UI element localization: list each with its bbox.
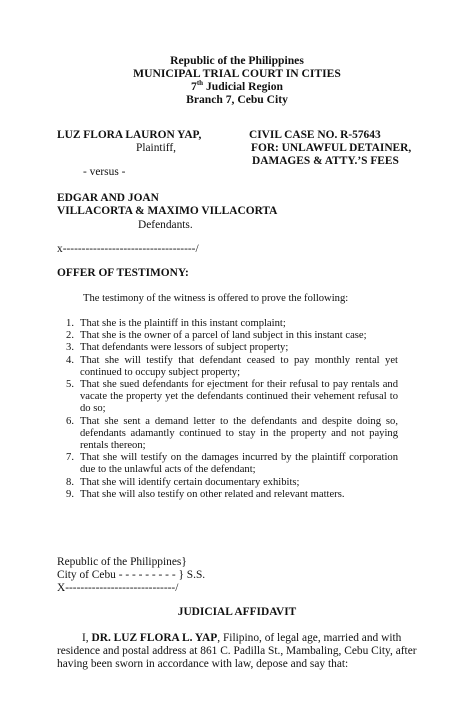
list-item: 2. That she is the owner of a parcel of land subject in this instant case; xyxy=(66,330,367,342)
header-region: 7th Judicial Region xyxy=(191,79,283,93)
offer-intro: The testimony of the witness is offered to prove the following: xyxy=(83,293,349,304)
header-branch: Branch 7, Cebu City xyxy=(186,93,288,106)
list-item: 8. That she will identify certain documentary exhibits; xyxy=(66,476,300,488)
venue-city: City of Cebu - - - - - - - - - } S.S. xyxy=(57,569,206,581)
venue-divider: X-----------------------------/ xyxy=(57,582,179,594)
defendants-line-1: EDGAR AND JOAN xyxy=(57,192,159,204)
venue-republic: Republic of the Philippines} xyxy=(57,556,187,568)
affidavit-line-1: I, DR. LUZ FLORA L. YAP, Filipino, of legal age, married and with xyxy=(82,632,402,644)
list-item: 5. That she sued defendants for ejectment for their refusal to pay rentals and vacate the property yet the defendants continued their vehement refusal to do so; xyxy=(66,379,398,415)
header-court: MUNICIPAL TRIAL COURT IN CITIES xyxy=(133,67,341,80)
caption-divider: x-----------------------------------/ xyxy=(57,243,199,255)
affidavit-line-2: residence and postal address at 861 C. Padilla St., Mambaling, Cebu City, after xyxy=(57,645,417,657)
list-item: 4. That she will testify that defendant ceased to pay monthly rental yet continued to occupy subject property; xyxy=(66,354,398,378)
plaintiff-name: LUZ FLORA LAURON YAP, xyxy=(57,129,202,141)
affidavit-line-3: having been sworn in accordance with law, depose and say that: xyxy=(57,658,349,670)
plaintiff-role: Plaintiff, xyxy=(136,142,176,154)
header-republic: Republic of the Philippines xyxy=(170,54,304,67)
list-item: 7. That she will testify on the damages incurred by the plaintiff corporation due to the unlawful acts of the defendant; xyxy=(66,452,398,476)
list-item: 9. That she will also testify on other related and relevant matters. xyxy=(66,488,345,500)
case-nature-line-1: FOR: UNLAWFUL DETAINER, xyxy=(251,142,412,154)
defendants-line-2: VILLACORTA & MAXIMO VILLACORTA xyxy=(57,205,278,217)
list-item: 6. That she sent a demand letter to the defendants and despite doing so, defendants adamantly continued to stay in the property and not paying rentals thereon; xyxy=(66,415,398,452)
case-nature-line-2: DAMAGES & ATTY.’S FEES xyxy=(252,155,399,167)
offer-list xyxy=(58,318,398,501)
defendants-role: Defendants. xyxy=(138,219,193,231)
offer-heading: OFFER OF TESTIMONY: xyxy=(57,267,189,279)
list-item: 1. That she is the plaintiff in this instant complaint; xyxy=(66,318,286,329)
list-item: 3. That defendants were lessors of subject property; xyxy=(66,342,289,354)
affidavit-title: JUDICIAL AFFIDAVIT xyxy=(177,606,297,618)
case-number: CIVIL CASE NO. R-57643 xyxy=(249,129,381,141)
versus-label: - versus - xyxy=(83,166,126,178)
